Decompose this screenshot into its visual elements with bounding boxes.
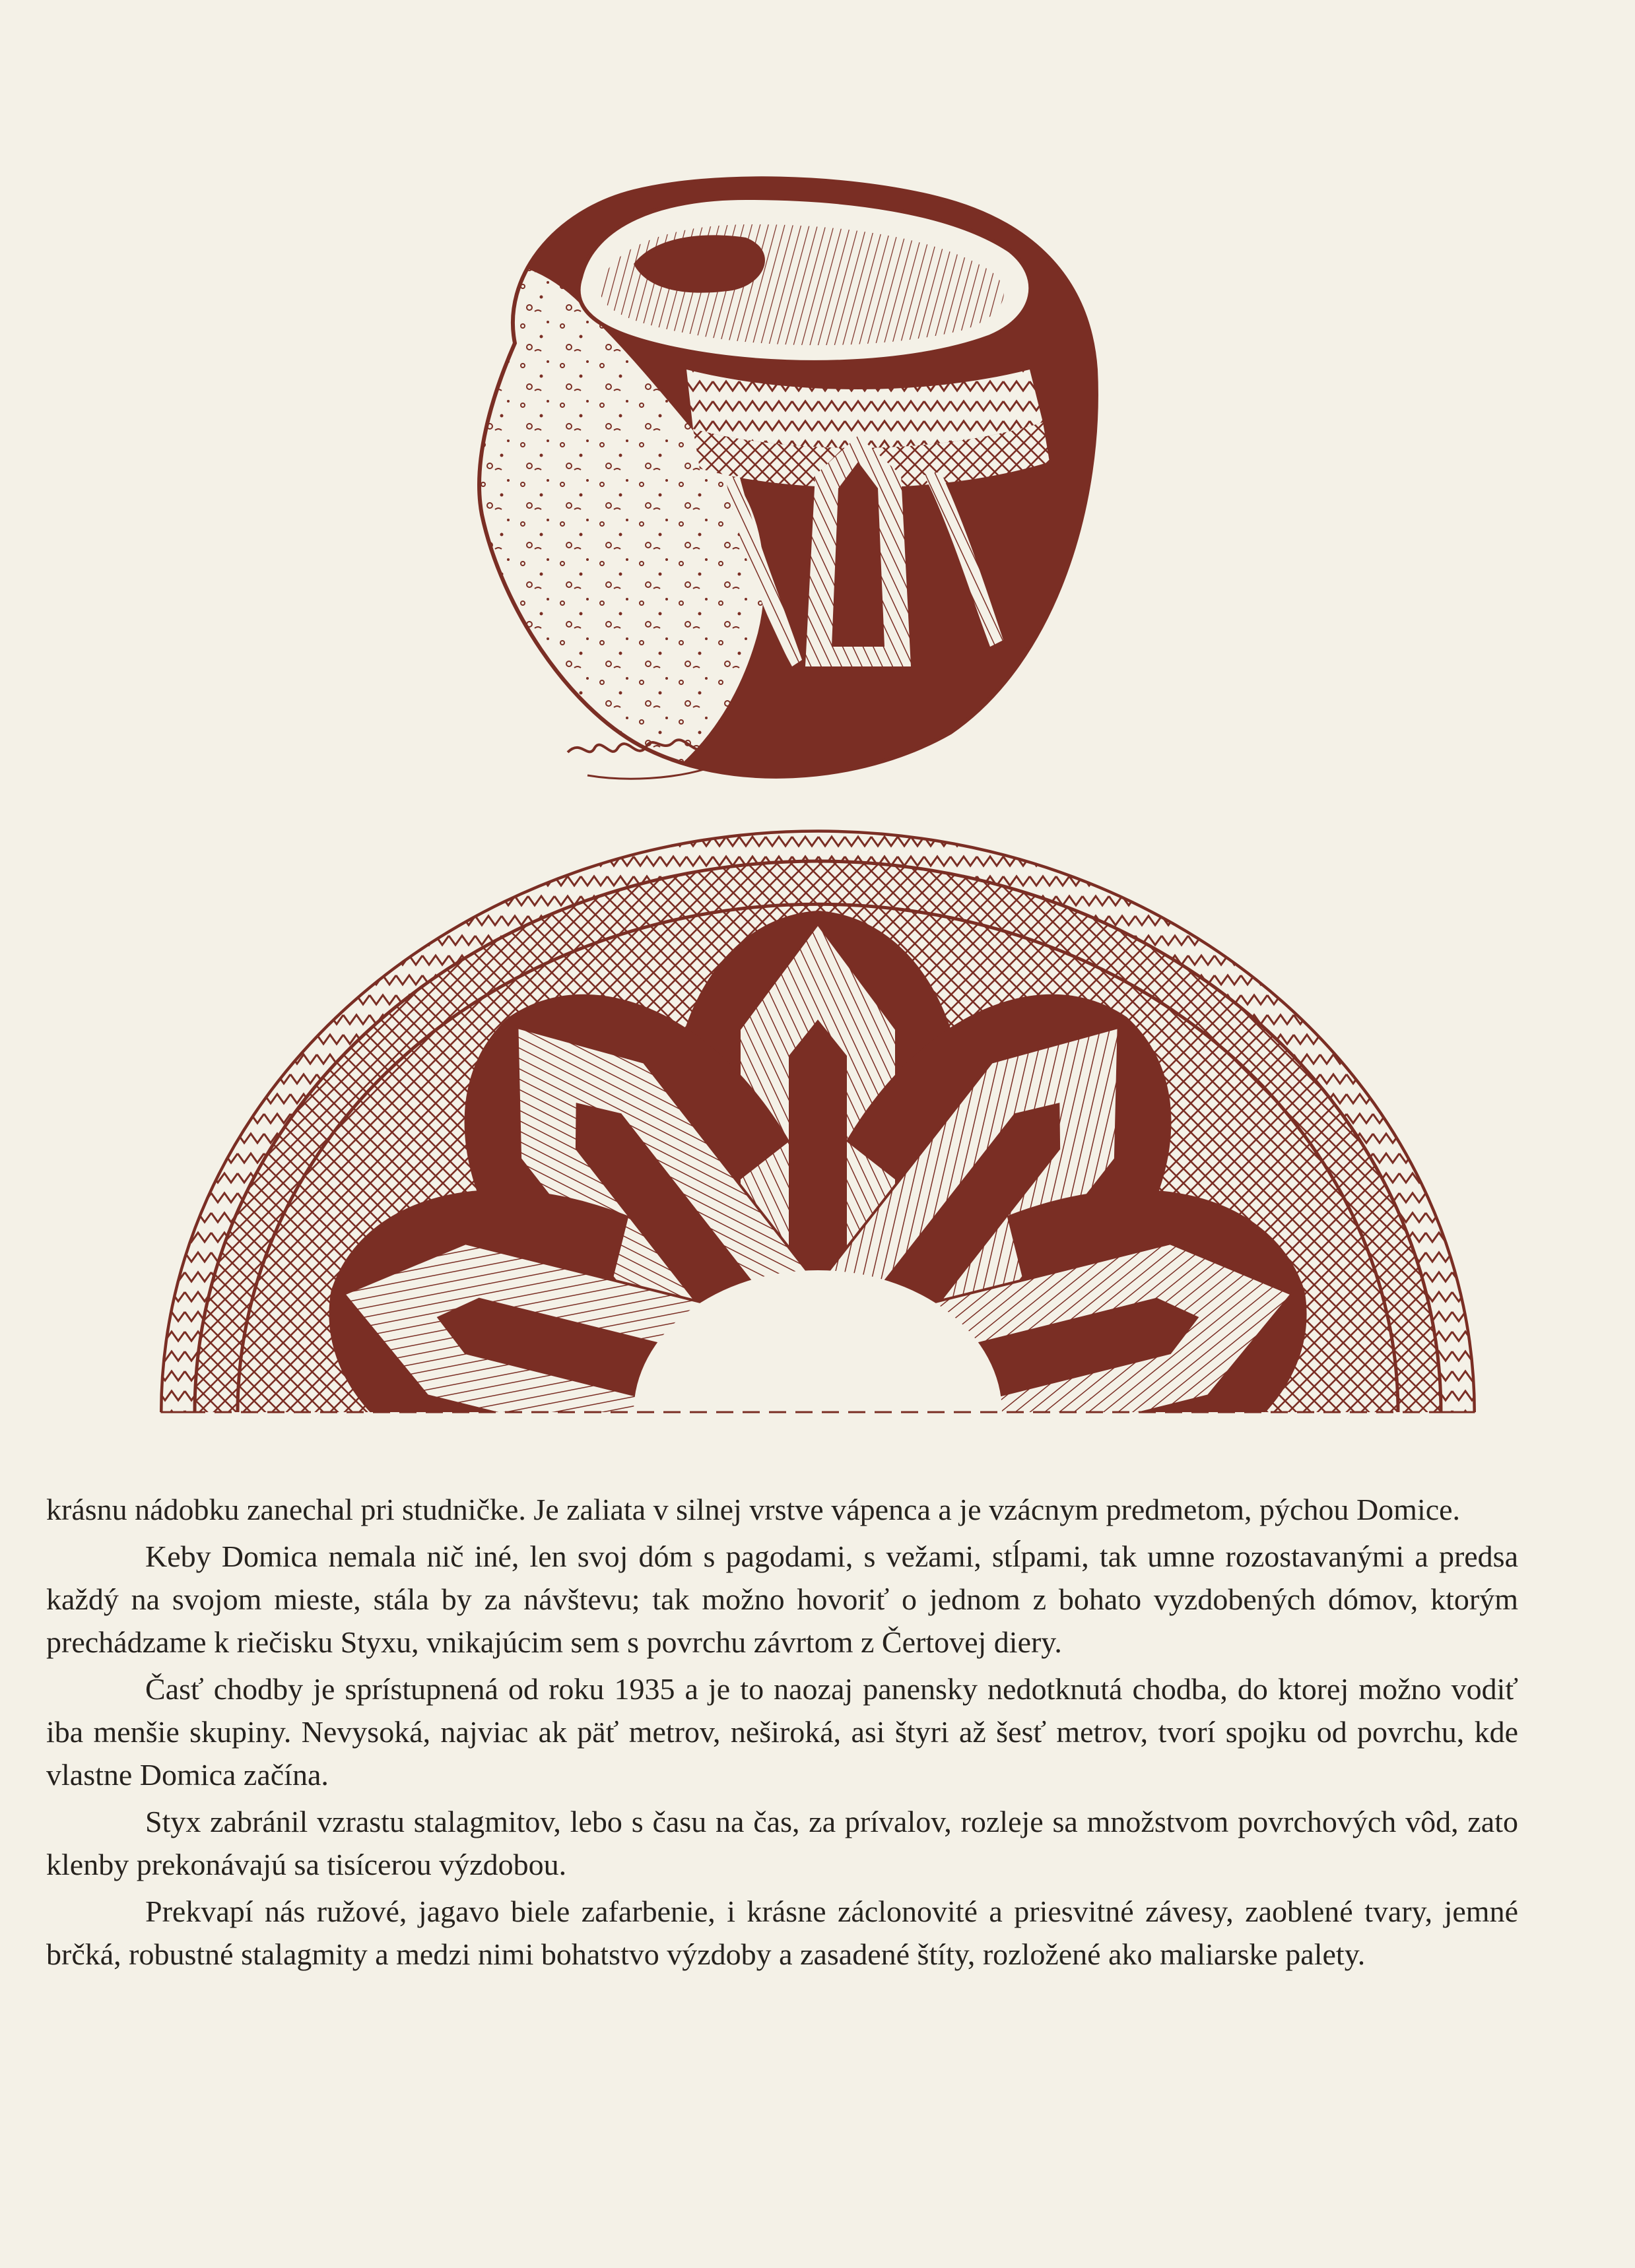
paragraph-3: Časť chodby je sprístupnená od roku 1935 a je to naozaj panensky nedotknutá chodba, do ktorej možno vodiť iba menšie skupiny. Nevysoká, najviac ak päť metrov, neširoká, asi štyri až šesť metrov, tvorí spojku od povrchu, kde vlastne Domica začína. [46, 1672, 1518, 1792]
clay-vessel-drawing [462, 178, 1096, 792]
half-rosette-ornament [158, 831, 1479, 1439]
paragraph-5: Prekvapí nás ružové, jagavo biele zafarbenie, i krásne záclonovité a priesvitné závesy, zaoblené tvary, jemné brčká, robustné stalagmity a medzi nimi bohatstvo výzdoby a zasadené štíty, rozložené ako maliarske palety. [46, 1895, 1518, 1971]
paragraph-2: Keby Domica nemala nič iné, len svoj dóm s pagodami, s vežami, stĺpami, tak umne rozostavanými a predsa každý na svojom mieste, stála by za návštevu; tak možno hovoriť o jednom z bohato vyzdobených dómov, ktorým prechádzame k riečisku Styxu, vnikajúcim sem s povrchu závrtom z Čertovej diery. [46, 1539, 1518, 1659]
body-text [46, 1488, 1518, 1980]
paragraph-4: Styx zabránil vzrastu stalagmitov, lebo s času na čas, za prívalov, rozleje sa množstvom povrchových vôd, zato klenby prekonávajú sa tisícerou výzdobou. [46, 1805, 1518, 1881]
paragraph-1: krásnu nádobku zanechal pri studničke. Je zaliata v silnej vrstve vápenca a je vzácnym predmetom, pýchou Domice. [46, 1493, 1461, 1526]
